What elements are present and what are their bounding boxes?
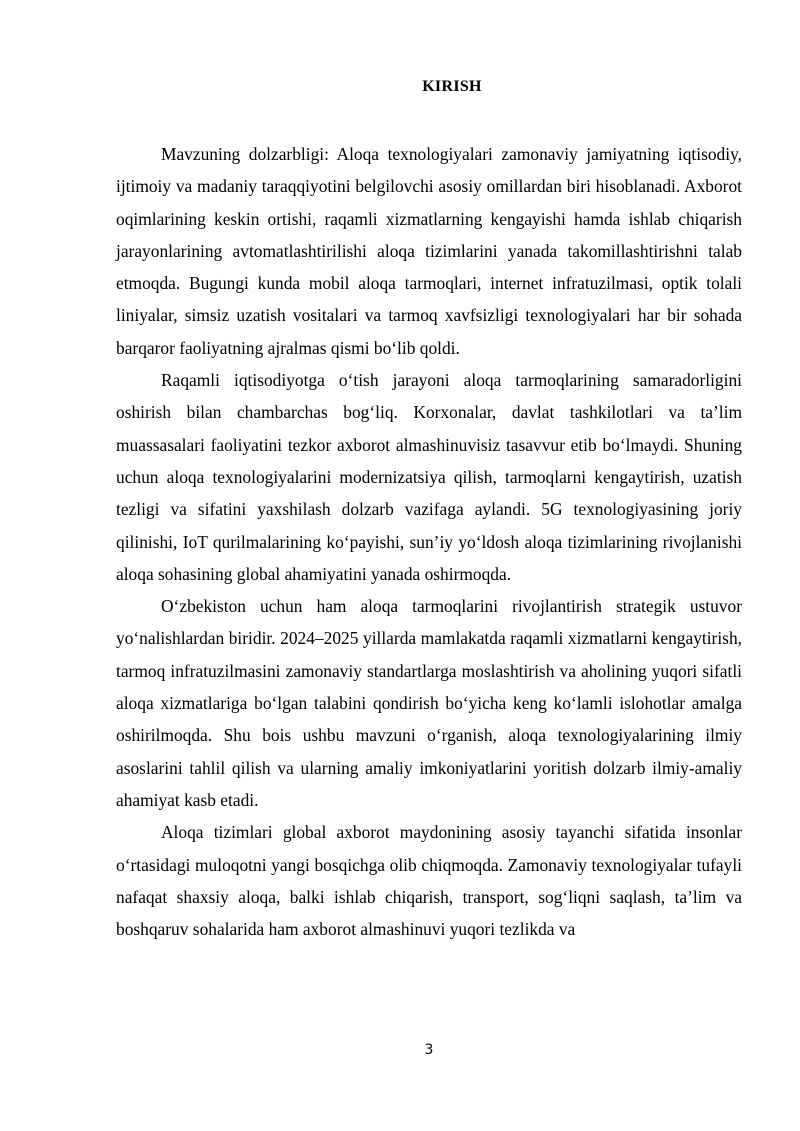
paragraph-relevance: Mavzuning dolzarbligi: Aloqa texnologiyalari zamonaviy jamiyatning iqtisodiy, ijtimoiy va madaniy taraqqiyotini belgilovchi asosiy omillardan biri hisoblanadi. Axborot oqimlarining keskin ortishi, raqamli xizmatlarning kengayishi hamda ishlab chiqarish jarayonlarining avtomatlashtirilishi aloqa tizimlarini yanada takomillashtirishni talab etmoqda. Bugungi kunda mobil aloqa tarmoqlari, internet infratuzilmasi, optik tolali liniyalar, simsiz uzatish vositalari va tarmoq xavfsizligi texnologiyalari har bir sohada barqaror faoliyatning ajralmas qismi bo‘lib qoldi. bbox=[116, 144, 742, 358]
paragraph-communication-systems: Aloqa tizimlari global axborot maydonining asosiy tayanchi sifatida insonlar o‘rtasidagi muloqotni yangi bosqichga olib chiqmoqda. Zamonaviy texnologiyalar tufayli nafaqat shaxsiy aloqa, balki ishlab chiqarish, transport, sog‘liqni saqlash, ta’lim va boshqaruv sohalarida ham axborot almashinuvi yuqori tezlikda va bbox=[116, 822, 742, 940]
page-title: KIRISH bbox=[422, 78, 482, 95]
body-text bbox=[116, 138, 742, 945]
page-number: 3 bbox=[424, 1042, 434, 1058]
paragraph-uzbekistan: O‘zbekiston uchun ham aloqa tarmoqlarini rivojlantirish strategik ustuvor yo‘nalishlardan biridir. 2024–2025 yillarda mamlakatda raqamli xizmatlarni kengaytirish, tarmoq infratuzilmasini zamonaviy standartlarga moslashtirish va aholining yuqori sifatli aloqa xizmatlariga bo‘lgan talabini qondirish bo‘yicha keng ko‘lamli islohotlar amalga oshirilmoqda. Shu bois ushbu mavzuni o‘rganish, aloqa texnologiyalarining ilmiy asoslarini tahlil qilish va ularning amaliy imkoniyatlarini yoritish dolzarb ilmiy-amaliy ahamiyat kasb etadi. bbox=[116, 596, 742, 810]
paragraph-digital-economy: Raqamli iqtisodiyotga o‘tish jarayoni aloqa tarmoqlarining samaradorligini oshirish bilan chambarchas bog‘liq. Korxonalar, davlat tashkilotlari va ta’lim muassasalari faoliyatini tezkor axborot almashinuvisiz tasavvur etib bo‘lmaydi. Shuning uchun aloqa texnologiyalarini modernizatsiya qilish, tarmoqlarni kengaytirish, uzatish tezligi va sifatini yaxshilash dolzarb vazifaga aylandi. 5G texnologiyasining joriy qilinishi, IoT qurilmalarining ko‘payishi, sun’iy yo‘ldosh aloqa tizimlarining rivojlanishi aloqa sohasining global ahamiyatini yanada oshirmoqda. bbox=[116, 370, 742, 584]
